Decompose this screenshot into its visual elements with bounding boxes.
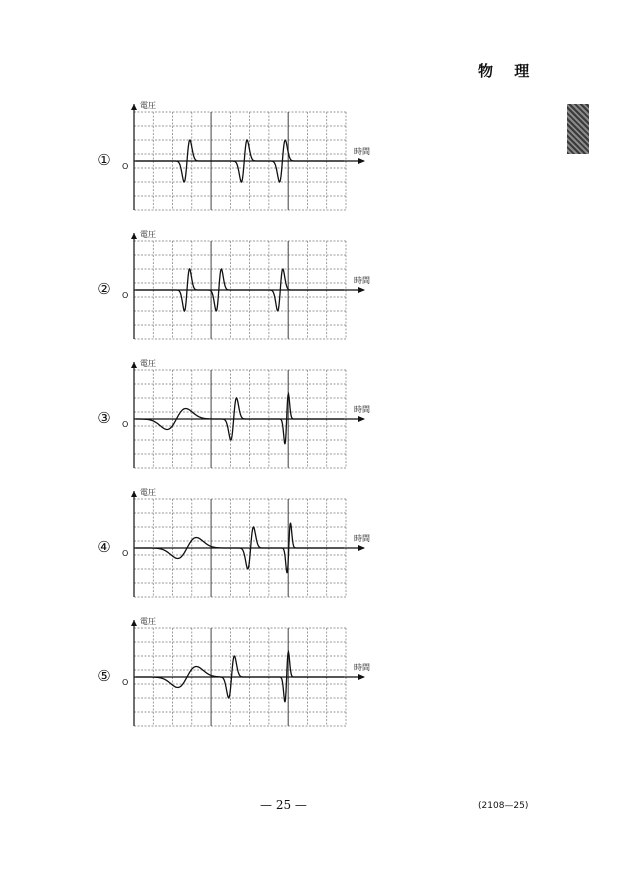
document-code: (2108—25) xyxy=(478,801,529,811)
section-side-tab xyxy=(567,104,589,154)
time-axis-arrowhead xyxy=(358,287,365,293)
voltage-axis-arrowhead xyxy=(131,491,137,497)
waveform-graph xyxy=(96,104,386,214)
time-axis-label: 時間 xyxy=(354,276,370,285)
option-label: ② xyxy=(97,280,111,298)
time-axis-arrowhead xyxy=(358,545,365,551)
time-axis-arrowhead xyxy=(358,158,365,164)
voltage-axis-arrowhead xyxy=(131,104,137,110)
waveform-graph xyxy=(96,233,386,343)
origin-label: O xyxy=(122,549,129,558)
origin-label: O xyxy=(122,291,129,300)
time-axis-label: 時間 xyxy=(354,147,370,156)
option-label: ④ xyxy=(97,538,111,556)
voltage-axis-arrowhead xyxy=(131,233,137,239)
voltage-axis-arrowhead xyxy=(131,620,137,626)
option-label: ① xyxy=(97,151,111,169)
time-axis-label: 時間 xyxy=(354,534,370,543)
waveform-graph xyxy=(96,620,386,730)
option-figure-1 xyxy=(96,101,386,212)
waveform-graph xyxy=(96,491,386,601)
waveform-graph xyxy=(96,362,386,472)
option-figure-3 xyxy=(96,359,386,470)
option-figure-5 xyxy=(96,617,386,728)
option-label: ③ xyxy=(97,409,111,427)
time-axis-label: 時間 xyxy=(354,663,370,672)
origin-label: O xyxy=(122,420,129,429)
voltage-waveform xyxy=(136,269,344,311)
voltage-axis-label: 電圧 xyxy=(140,488,156,497)
option-figure-2 xyxy=(96,230,386,341)
voltage-axis-label: 電圧 xyxy=(140,101,156,110)
time-axis-arrowhead xyxy=(358,416,365,422)
subject-title: 物 理 xyxy=(478,62,538,80)
time-axis-label: 時間 xyxy=(354,405,370,414)
time-axis-arrowhead xyxy=(358,674,365,680)
origin-label: O xyxy=(122,162,129,171)
page-number: — 25 — xyxy=(260,798,307,812)
option-figure-4 xyxy=(96,488,386,599)
voltage-axis-label: 電圧 xyxy=(140,230,156,239)
option-label: ⑤ xyxy=(97,667,111,685)
voltage-axis-label: 電圧 xyxy=(140,617,156,626)
origin-label: O xyxy=(122,678,129,687)
voltage-axis-label: 電圧 xyxy=(140,359,156,368)
voltage-axis-arrowhead xyxy=(131,362,137,368)
